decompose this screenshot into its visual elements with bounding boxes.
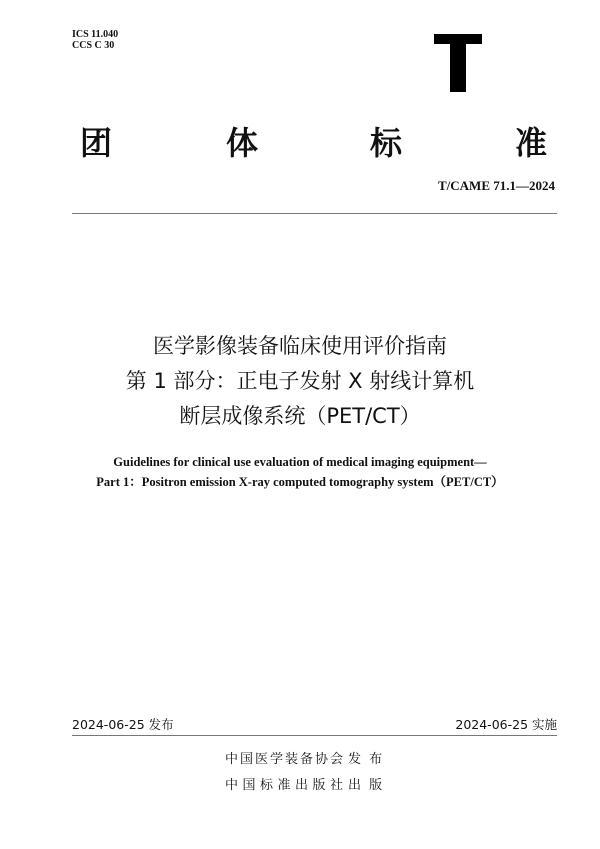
standard-type-char: 体 [226, 124, 259, 162]
standard-code: T/CAME 71.1—2024 [438, 178, 555, 193]
publisher-role: 出 版 [348, 778, 385, 793]
divider [72, 213, 557, 214]
title-cn [0, 329, 600, 434]
publisher-row [225, 747, 384, 773]
title-line: 第 1 部分：正电子发射 X 射线计算机 [125, 369, 475, 393]
publisher-org: 中国标准出版社 [225, 778, 348, 793]
standard-type-char: 准 [515, 124, 548, 162]
classification-codes [72, 29, 118, 51]
title-en [0, 452, 600, 492]
publisher-role: 发 布 [348, 752, 385, 767]
title-en-line: Guidelines for clinical use evaluation of medical imaging equipment— [113, 455, 487, 469]
standard-type-char: 标 [370, 124, 403, 162]
title-line: 医学影像装备临床使用评价指南 [153, 334, 447, 358]
implement-date: 2024-06-25 实施 [455, 717, 557, 732]
title-en-line: Part 1：Positron emission X-ray computed tomography system（PET/CT） [96, 475, 504, 489]
standard-type-char: 团 [80, 124, 113, 162]
ics-code: ICS 11.040 [72, 29, 119, 40]
publisher-row [225, 773, 384, 799]
publisher-org: 中国医学装备协会 [225, 752, 346, 767]
issue-date: 2024-06-25 发布 [72, 717, 174, 732]
title-line: 断层成像系统（PET/CT） [179, 404, 421, 428]
ccs-code: CCS C 30 [72, 40, 115, 51]
divider [72, 735, 557, 736]
publishers [225, 747, 384, 799]
t-standard-logo [434, 34, 482, 92]
